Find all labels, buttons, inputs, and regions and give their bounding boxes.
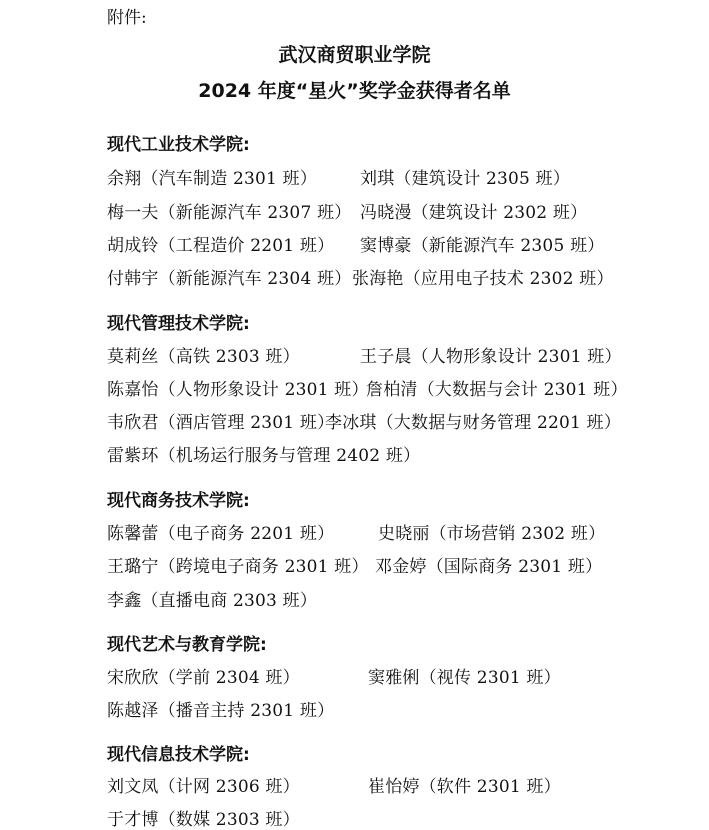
document-title: 武汉商贸职业学院 bbox=[278, 44, 431, 66]
list-item: 窦雅俐（视传 2301 班） bbox=[368, 668, 561, 688]
list-item: 崔怡婷（软件 2301 班） bbox=[368, 777, 561, 797]
list-item: 邓金婷（国际商务 2301 班） bbox=[375, 557, 603, 577]
list-item: 窦博豪（新能源汽车 2305 班） bbox=[360, 236, 605, 256]
list-item: 张海艳（应用电子技术 2302 班） bbox=[352, 269, 614, 289]
list-item: 李冰琪（大数据与财务管理 2201 班） bbox=[325, 413, 622, 433]
list-item: 冯晓漫（建筑设计 2302 班） bbox=[360, 203, 588, 223]
list-item: 王子晨（人物形象设计 2301 班） bbox=[360, 347, 622, 367]
list-item: 李鑫（直播电商 2303 班） bbox=[107, 591, 318, 611]
list-item: 胡成铃（工程造价 2201 班） bbox=[107, 236, 335, 256]
list-item: 雷紫环（机场运行服务与管理 2402 班） bbox=[107, 446, 421, 466]
list-item: 陈越泽（播音主持 2301 班） bbox=[107, 701, 335, 721]
list-item: 陈嘉怡（人物形象设计 2301 班） bbox=[107, 380, 369, 400]
section-heading: 现代管理技术学院: bbox=[107, 314, 250, 334]
list-item: 宋欣欣（学前 2304 班） bbox=[107, 668, 300, 688]
list-item: 梅一夫（新能源汽车 2307 班） bbox=[107, 203, 352, 223]
list-item: 史晓丽（市场营销 2302 班） bbox=[378, 524, 606, 544]
list-item: 陈馨蕾（电子商务 2201 班） bbox=[107, 524, 335, 544]
list-item: 于才博（数媒 2303 班） bbox=[107, 810, 300, 830]
list-item: 余翔（汽车制造 2301 班） bbox=[107, 169, 318, 189]
list-item: 刘琪（建筑设计 2305 班） bbox=[360, 169, 571, 189]
section-heading: 现代信息技术学院: bbox=[107, 745, 250, 765]
section-heading: 现代商务技术学院: bbox=[107, 491, 250, 511]
document-subtitle: 2024 年度“星火”奖学金获得者名单 bbox=[198, 80, 511, 102]
list-item: 王璐宁（跨境电子商务 2301 班） bbox=[107, 557, 369, 577]
section-heading: 现代工业技术学院: bbox=[107, 135, 250, 155]
attachment-label: 附件: bbox=[107, 8, 147, 28]
list-item: 詹柏清（大数据与会计 2301 班） bbox=[366, 380, 628, 400]
list-item: 韦欣君（酒店管理 2301 班） bbox=[107, 413, 335, 433]
list-item: 刘文凤（计网 2306 班） bbox=[107, 777, 300, 797]
list-item: 付韩宇（新能源汽车 2304 班） bbox=[107, 269, 352, 289]
list-item: 莫莉丝（高铁 2303 班） bbox=[107, 347, 300, 367]
section-heading: 现代艺术与教育学院: bbox=[107, 635, 267, 655]
